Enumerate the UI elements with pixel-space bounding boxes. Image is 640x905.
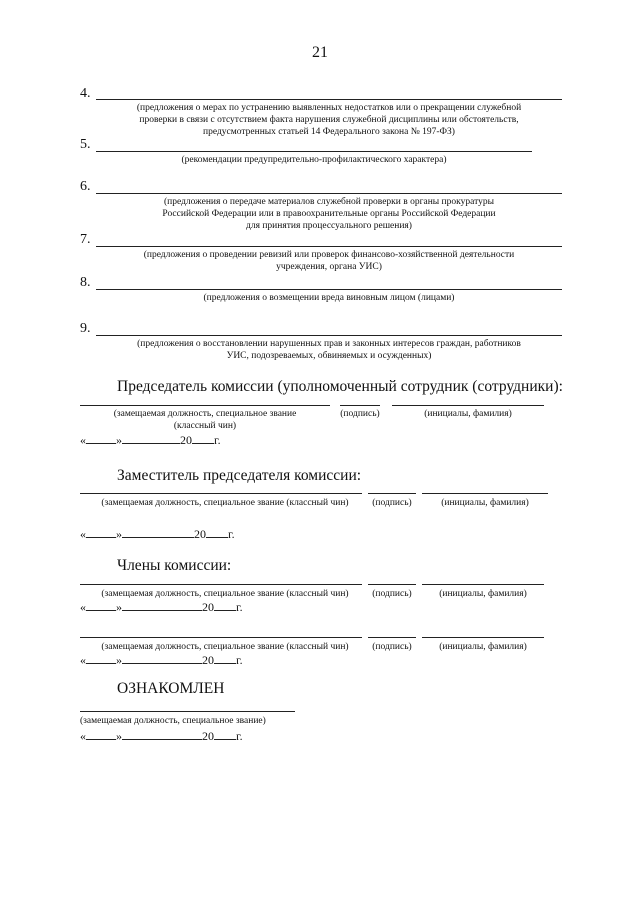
fill-line[interactable] (96, 335, 562, 336)
caption-line: УИС, подозреваемых, обвиняемых и осужденных) (226, 351, 432, 361)
date-field[interactable]: « » 20 г. (80, 433, 221, 447)
day-blank[interactable] (86, 652, 116, 664)
position-line[interactable] (80, 405, 330, 406)
caption-line: проверки в связи с отсутствием факта нарушения служебной дисциплины или обстоятельств, (139, 115, 519, 125)
position-line[interactable] (80, 637, 362, 638)
month-blank[interactable] (122, 599, 202, 611)
item-caption (96, 338, 562, 362)
name-line[interactable] (422, 493, 548, 494)
day-blank[interactable] (86, 728, 116, 740)
position-caption: (замещаемая должность, специальное звание (классный чин) (101, 498, 349, 508)
item-caption (96, 154, 532, 166)
year-blank[interactable] (214, 728, 236, 740)
caption-line: Российской Федерации или в правоохранительные органы Российской Федерации (162, 209, 496, 219)
signature-line[interactable] (340, 405, 380, 406)
caption-line: для принятия процессуального решения) (246, 221, 412, 231)
month-blank[interactable] (122, 728, 202, 740)
signature-caption: (подпись) (372, 642, 412, 652)
position-line[interactable] (80, 493, 362, 494)
name-caption: (инициалы, фамилия) (424, 409, 512, 419)
item-number: 8. (80, 275, 91, 290)
name-caption: (инициалы, фамилия) (439, 589, 527, 599)
year-blank[interactable] (206, 526, 228, 538)
position-caption: (замещаемая должность, специальное звание (классный чин) (101, 642, 349, 652)
acquainted-heading: ОЗНАКОМЛЕН (117, 680, 225, 697)
signature-caption: (подпись) (372, 589, 412, 599)
year-blank[interactable] (192, 432, 214, 444)
name-line[interactable] (422, 637, 544, 638)
item-number: 6. (80, 179, 91, 194)
item-caption (96, 102, 562, 138)
fill-line[interactable] (96, 289, 562, 290)
name-caption: (инициалы, фамилия) (441, 498, 529, 508)
item-number: 9. (80, 321, 91, 336)
date-field[interactable]: « » 20 г. (80, 729, 243, 743)
deputy-heading: Заместитель председателя комиссии: (117, 467, 362, 484)
month-blank[interactable] (122, 526, 194, 538)
position-caption: (замещаемая должность, специальное звание (классный чин) (101, 589, 349, 599)
year-blank[interactable] (214, 652, 236, 664)
date-field[interactable]: « » 20 г. (80, 527, 235, 541)
date-field[interactable]: « » 20 г. (80, 653, 243, 667)
caption-line: (предложения о восстановлении нарушенных прав и законных интересов граждан, работников (137, 339, 521, 349)
signature-line[interactable] (368, 493, 416, 494)
day-blank[interactable] (86, 432, 116, 444)
signature-caption: (подпись) (340, 409, 380, 419)
day-blank[interactable] (86, 599, 116, 611)
signature-caption: (подпись) (372, 498, 412, 508)
caption-line: предусмотренных статьей 14 Федерального закона № 197-ФЗ) (203, 127, 455, 137)
position-line[interactable] (80, 584, 362, 585)
fill-line[interactable] (96, 151, 532, 152)
chairman-heading: Председатель комиссии (уполномоченный сотрудник (сотрудники): (117, 378, 563, 395)
name-caption: (инициалы, фамилия) (439, 642, 527, 652)
fill-line[interactable] (96, 99, 562, 100)
members-heading: Члены комиссии: (117, 557, 232, 574)
caption-line: (классный чин) (173, 421, 237, 431)
caption-line: (предложения о проведении ревизий или проверок финансово-хозяйственной деятельности (143, 250, 515, 260)
item-caption (96, 249, 562, 273)
date-field[interactable]: « » 20 г. (80, 600, 243, 614)
item-number: 5. (80, 137, 91, 152)
signature-line[interactable] (368, 637, 416, 638)
position-caption (80, 408, 330, 432)
item-caption (96, 196, 562, 232)
name-line[interactable] (392, 405, 544, 406)
name-line[interactable] (422, 584, 544, 585)
caption-line: (рекомендации предупредительно-профилактического характера) (181, 155, 447, 165)
position-caption: (замещаемая должность, специальное звание) (80, 716, 266, 726)
month-blank[interactable] (122, 432, 180, 444)
page-number: 21 (312, 44, 328, 61)
caption-line: (предложения о мерах по устранению выявленных недостатков или о прекращении служебной (136, 103, 522, 113)
caption-line: (замещаемая должность, специальное звание (113, 409, 297, 419)
fill-line[interactable] (96, 246, 562, 247)
signature-line[interactable] (368, 584, 416, 585)
item-number: 4. (80, 86, 91, 101)
item-caption (96, 292, 562, 304)
day-blank[interactable] (86, 526, 116, 538)
month-blank[interactable] (122, 652, 202, 664)
fill-line[interactable] (96, 193, 562, 194)
position-line[interactable] (80, 711, 295, 712)
item-number: 7. (80, 232, 91, 247)
caption-line: (предложения о возмещении вреда виновным лицом (лицами) (203, 293, 455, 303)
caption-line: учреждения, органа УИС) (276, 262, 382, 272)
year-blank[interactable] (214, 599, 236, 611)
caption-line: (предложения о передаче материалов служебной проверки в органы прокуратуры (164, 197, 494, 207)
